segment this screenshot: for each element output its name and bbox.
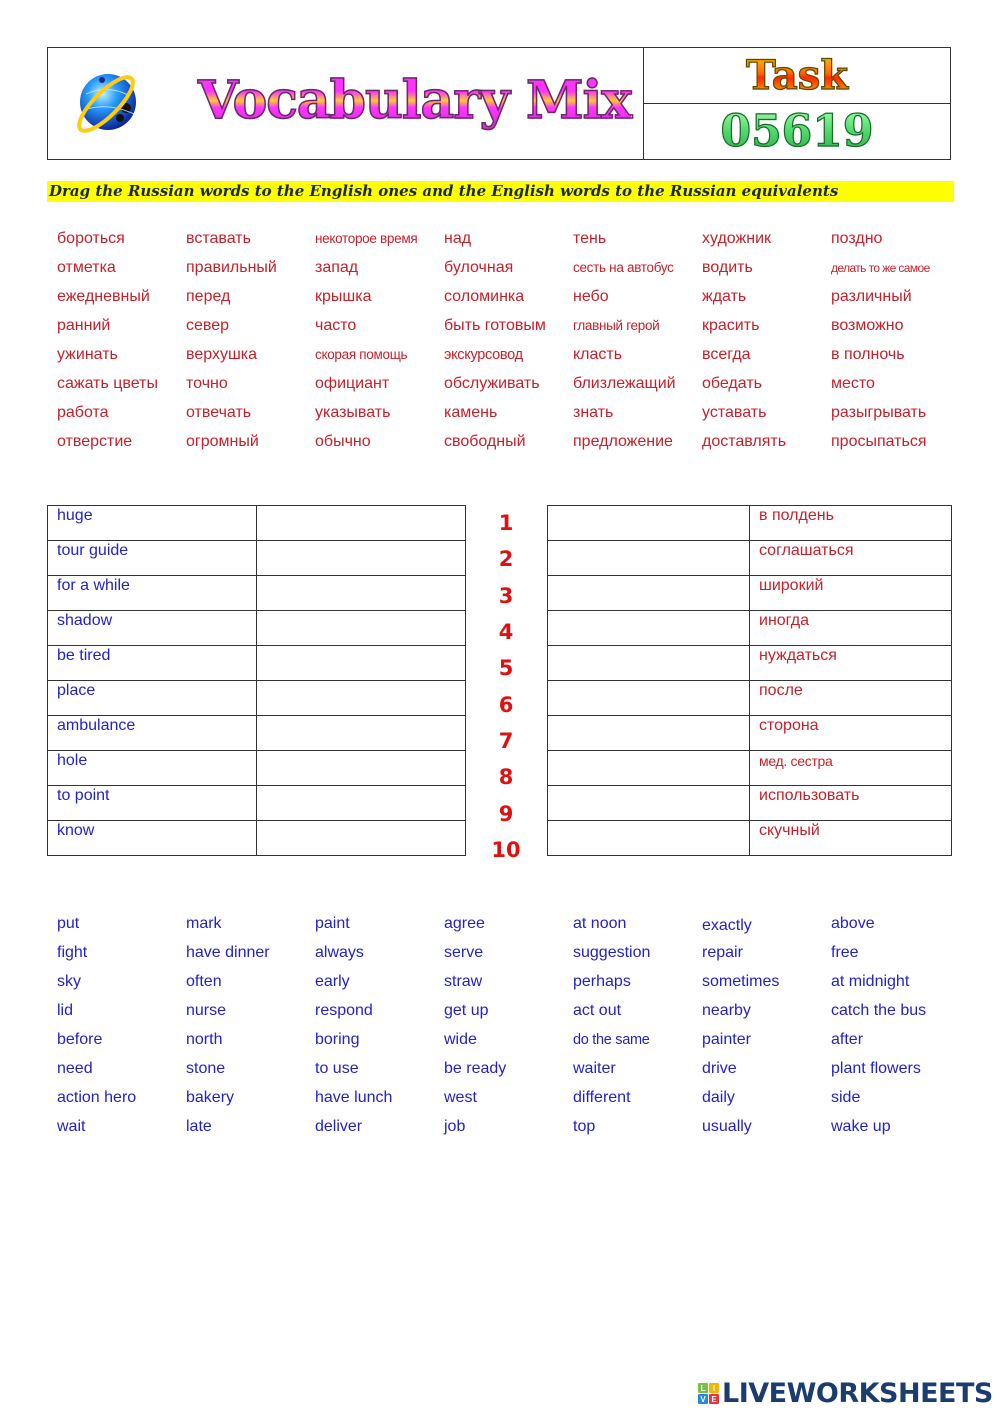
table-row (548, 681, 952, 716)
instruction-banner: Drag the Russian words to the English ones and the English words to the Russian equivalents (47, 181, 954, 202)
task-number-cell (644, 104, 950, 159)
draggable-word-en[interactable]: plant flowers (831, 1060, 921, 1077)
draggable-word-en[interactable]: waiter (573, 1060, 616, 1077)
draggable-word-en[interactable]: at noon (573, 915, 627, 932)
draggable-word-en[interactable]: to use (315, 1060, 359, 1077)
draggable-word-en[interactable]: late (186, 1118, 212, 1135)
draggable-word-ru[interactable]: над (444, 230, 472, 247)
draggable-word-en[interactable]: get up (444, 1002, 489, 1019)
table-row (48, 681, 466, 716)
drop-zone[interactable] (548, 821, 750, 856)
draggable-word-en[interactable]: side (831, 1089, 861, 1106)
draggable-word-en[interactable]: after (831, 1031, 864, 1048)
draggable-word-ru[interactable]: класть (573, 346, 623, 363)
russian-word-cell: использовать (750, 786, 952, 821)
draggable-word-ru[interactable]: правильный (186, 259, 277, 276)
table-row (48, 751, 466, 786)
draggable-word-en[interactable]: boring (315, 1031, 360, 1048)
russian-word-cell: в полдень (750, 506, 952, 541)
drop-zone[interactable] (257, 786, 466, 821)
draggable-word-en[interactable]: wake up (831, 1118, 891, 1135)
draggable-word-ru[interactable]: ужинать (57, 346, 118, 363)
draggable-word-en[interactable]: top (573, 1118, 596, 1135)
draggable-word-en[interactable]: bakery (186, 1089, 235, 1106)
drop-zone[interactable] (257, 646, 466, 681)
draggable-word-en[interactable]: sometimes (702, 973, 780, 990)
task-area (644, 48, 950, 159)
drop-zone[interactable] (548, 506, 750, 541)
draggable-word-en[interactable]: action hero (57, 1089, 137, 1106)
russian-word-cell: иногда (750, 611, 952, 646)
drop-zone[interactable] (257, 576, 466, 611)
draggable-word-en[interactable]: lid (57, 1002, 74, 1019)
task-label: Task (745, 52, 849, 99)
drop-zone[interactable] (548, 786, 750, 821)
draggable-word-en[interactable]: exactly (702, 917, 752, 934)
draggable-word-ru[interactable]: запад (315, 259, 359, 276)
table-row (48, 576, 466, 611)
draggable-word-en[interactable]: free (831, 944, 859, 961)
draggable-word-en[interactable]: early (315, 973, 350, 990)
liveworksheets-logo[interactable] (698, 1378, 993, 1409)
drop-zone[interactable] (548, 611, 750, 646)
draggable-word-ru[interactable]: предложение (573, 433, 673, 450)
draggable-word-ru[interactable]: водить (702, 259, 753, 276)
draggable-word-en[interactable]: usually (702, 1118, 752, 1135)
draggable-word-ru[interactable]: ждать (702, 288, 747, 305)
row-number: 9 (498, 801, 514, 826)
draggable-word-en[interactable]: before (57, 1031, 103, 1048)
task-label-cell (644, 48, 950, 104)
draggable-word-ru[interactable]: точно (186, 375, 228, 392)
brand-name: LIVEWORKSHEETS (722, 1378, 993, 1409)
draggable-word-ru[interactable]: обслуживать (444, 375, 540, 392)
english-word-cell: place (48, 681, 257, 716)
table-row (548, 576, 952, 611)
task-number: 05619 (720, 106, 874, 157)
drop-zone[interactable] (548, 646, 750, 681)
tile-l: L (698, 1383, 708, 1393)
draggable-word-ru[interactable]: крышка (315, 288, 372, 305)
english-word-cell: ambulance (48, 716, 257, 751)
draggable-word-en[interactable]: painter (702, 1031, 751, 1048)
draggable-word-en[interactable]: do the same (573, 1032, 650, 1048)
row-number: 5 (498, 656, 514, 681)
draggable-word-ru[interactable]: ежедневный (57, 288, 150, 305)
title-area (48, 48, 644, 159)
row-number: 8 (498, 765, 514, 790)
table-row (48, 611, 466, 646)
draggable-word-en[interactable]: west (444, 1089, 477, 1106)
table-row (48, 541, 466, 576)
draggable-word-en[interactable]: above (831, 915, 875, 932)
drop-zone[interactable] (257, 751, 466, 786)
draggable-word-ru[interactable]: различный (831, 288, 912, 305)
draggable-word-en[interactable]: repair (702, 944, 743, 961)
draggable-word-en[interactable]: act out (573, 1002, 622, 1019)
table-row (548, 541, 952, 576)
draggable-word-ru[interactable]: возможно (831, 317, 904, 334)
draggable-word-en[interactable]: serve (444, 944, 484, 961)
draggable-word-en[interactable]: suggestion (573, 944, 651, 961)
russian-word-cell: соглашаться (750, 541, 952, 576)
draggable-word-en[interactable]: sky (57, 973, 81, 990)
row-number: 3 (498, 583, 514, 608)
draggable-word-en[interactable]: put (57, 915, 80, 932)
drop-zone[interactable] (257, 541, 466, 576)
draggable-word-ru[interactable]: некоторое время (315, 231, 418, 246)
table-row (548, 716, 952, 751)
draggable-word-ru[interactable]: экскурсовод (444, 347, 523, 363)
table-row (548, 786, 952, 821)
draggable-word-ru[interactable]: сесть на автобус (573, 260, 674, 275)
draggable-word-en[interactable]: stone (186, 1060, 226, 1077)
draggable-word-en[interactable]: nearby (702, 1002, 751, 1019)
draggable-word-en[interactable]: always (315, 944, 364, 961)
draggable-word-ru[interactable]: обедать (702, 375, 762, 392)
draggable-word-ru[interactable]: официант (315, 375, 390, 392)
drop-zone[interactable] (257, 716, 466, 751)
table-row (548, 821, 952, 856)
row-number: 10 (491, 837, 521, 862)
draggable-word-ru[interactable]: север (186, 317, 230, 334)
draggable-word-en[interactable]: daily (702, 1089, 735, 1106)
english-word-bank (57, 913, 957, 1145)
drop-zone[interactable] (548, 716, 750, 751)
draggable-word-en[interactable]: drive (702, 1060, 737, 1077)
row-numbers (480, 505, 532, 868)
russian-word-cell: нуждаться (750, 646, 952, 681)
english-word-cell: hole (48, 751, 257, 786)
draggable-word-en[interactable]: wide (444, 1031, 477, 1048)
english-word-cell: know (48, 821, 257, 856)
table-row (48, 786, 466, 821)
draggable-word-ru[interactable]: поздно (831, 230, 883, 247)
draggable-word-en[interactable]: different (573, 1089, 631, 1106)
english-word-cell: for a while (48, 576, 257, 611)
draggable-word-ru[interactable]: обычно (315, 433, 371, 450)
drop-zone[interactable] (548, 541, 750, 576)
draggable-word-en[interactable]: respond (315, 1002, 373, 1019)
draggable-word-ru[interactable]: знать (573, 404, 614, 421)
russian-word-cell: после (750, 681, 952, 716)
draggable-word-ru[interactable]: красить (702, 317, 760, 334)
draggable-word-en[interactable]: have dinner (186, 944, 270, 961)
draggable-word-ru[interactable]: художник (702, 230, 771, 247)
draggable-word-en[interactable]: paint (315, 915, 350, 932)
draggable-word-ru[interactable]: главный герой (573, 318, 660, 333)
draggable-word-ru[interactable]: место (831, 375, 875, 392)
row-number: 1 (498, 511, 514, 536)
table-row (548, 506, 952, 541)
english-word-cell: tour guide (48, 541, 257, 576)
draggable-word-en[interactable]: be ready (444, 1060, 507, 1077)
draggable-word-ru[interactable]: просыпаться (831, 433, 927, 450)
draggable-word-ru[interactable]: отметка (57, 259, 116, 276)
draggable-word-ru[interactable]: близлежащий (573, 375, 676, 392)
draggable-word-en[interactable]: perhaps (573, 973, 631, 990)
draggable-word-ru[interactable]: всегда (702, 346, 751, 363)
drop-zone[interactable] (257, 821, 466, 856)
draggable-word-en[interactable]: straw (444, 973, 483, 990)
draggable-word-ru[interactable]: перед (186, 288, 231, 305)
draggable-word-ru[interactable]: отвечать (186, 404, 252, 421)
worksheet-header (47, 47, 951, 160)
draggable-word-ru[interactable]: в полночь (831, 346, 905, 363)
tile-e: E (709, 1394, 719, 1404)
drop-zone[interactable] (257, 611, 466, 646)
draggable-word-ru[interactable]: тень (573, 230, 607, 247)
draggable-word-en[interactable]: wait (57, 1118, 86, 1135)
english-to-russian-table (47, 505, 466, 856)
draggable-word-en[interactable]: often (186, 973, 222, 990)
worksheet-title: Vocabulary Mix (198, 70, 632, 131)
draggable-word-ru[interactable]: свободный (444, 433, 526, 450)
drop-zone[interactable] (257, 681, 466, 716)
tile-v: V (698, 1394, 708, 1404)
english-word-cell: shadow (48, 611, 257, 646)
russian-to-english-table (547, 505, 952, 856)
draggable-word-en[interactable]: catch the bus (831, 1002, 927, 1019)
draggable-word-ru[interactable]: скорая помощь (315, 347, 408, 362)
draggable-word-ru[interactable]: доставлять (702, 433, 787, 450)
draggable-word-ru[interactable]: указывать (315, 404, 391, 421)
russian-word-cell: мед. сестра (750, 751, 952, 786)
row-number: 6 (498, 692, 514, 717)
draggable-word-en[interactable]: fight (57, 944, 88, 961)
draggable-word-en[interactable]: deliver (315, 1118, 363, 1135)
draggable-word-ru[interactable]: огромный (186, 433, 259, 450)
table-row (548, 751, 952, 786)
draggable-word-en[interactable]: north (186, 1031, 223, 1048)
draggable-word-en[interactable]: job (444, 1118, 466, 1135)
draggable-word-ru[interactable]: бороться (57, 230, 125, 247)
russian-word-cell: сторона (750, 716, 952, 751)
draggable-word-en[interactable]: have lunch (315, 1089, 393, 1106)
english-word-cell: huge (48, 506, 257, 541)
table-row (548, 611, 952, 646)
drop-zone[interactable] (548, 681, 750, 716)
table-row (48, 716, 466, 751)
draggable-word-ru[interactable]: разыгрывать (831, 404, 927, 421)
draggable-word-ru[interactable]: быть готовым (444, 317, 546, 334)
row-number: 4 (498, 620, 514, 645)
table-row (48, 506, 466, 541)
draggable-word-ru[interactable]: небо (573, 288, 609, 305)
draggable-word-en[interactable]: nurse (186, 1002, 227, 1019)
draggable-word-ru[interactable]: работа (57, 404, 109, 421)
table-row (48, 821, 466, 856)
drop-zone[interactable] (548, 576, 750, 611)
draggable-word-ru[interactable]: булочная (444, 259, 514, 276)
row-number: 7 (498, 728, 514, 753)
draggable-word-ru[interactable]: уставать (702, 404, 767, 421)
draggable-word-en[interactable]: at midnight (831, 973, 910, 990)
russian-word-bank (57, 228, 957, 460)
drop-zone[interactable] (548, 751, 750, 786)
draggable-word-ru[interactable]: камень (444, 404, 498, 421)
draggable-word-ru[interactable]: делать то же самое (831, 261, 930, 275)
draggable-word-ru[interactable]: вставать (186, 230, 251, 247)
tile-i: I (709, 1383, 719, 1393)
draggable-word-ru[interactable]: часто (315, 317, 357, 334)
draggable-word-en[interactable]: need (57, 1060, 93, 1077)
draggable-word-ru[interactable]: соломинка (444, 288, 525, 305)
russian-word-cell: широкий (750, 576, 952, 611)
draggable-word-ru[interactable]: верхушка (186, 346, 258, 363)
drop-zone[interactable] (257, 506, 466, 541)
globe-icon (68, 64, 144, 140)
live-tiles-icon (698, 1383, 719, 1404)
russian-word-cell: скучный (750, 821, 952, 856)
draggable-word-ru[interactable]: ранний (57, 317, 111, 334)
table-row (548, 646, 952, 681)
draggable-word-ru[interactable]: сажать цветы (57, 375, 158, 392)
english-word-cell: be tired (48, 646, 257, 681)
english-word-cell: to point (48, 786, 257, 821)
table-row (48, 646, 466, 681)
draggable-word-ru[interactable]: отверстие (57, 433, 133, 450)
row-number: 2 (498, 547, 514, 572)
draggable-word-en[interactable]: mark (186, 915, 222, 932)
draggable-word-en[interactable]: agree (444, 915, 485, 932)
